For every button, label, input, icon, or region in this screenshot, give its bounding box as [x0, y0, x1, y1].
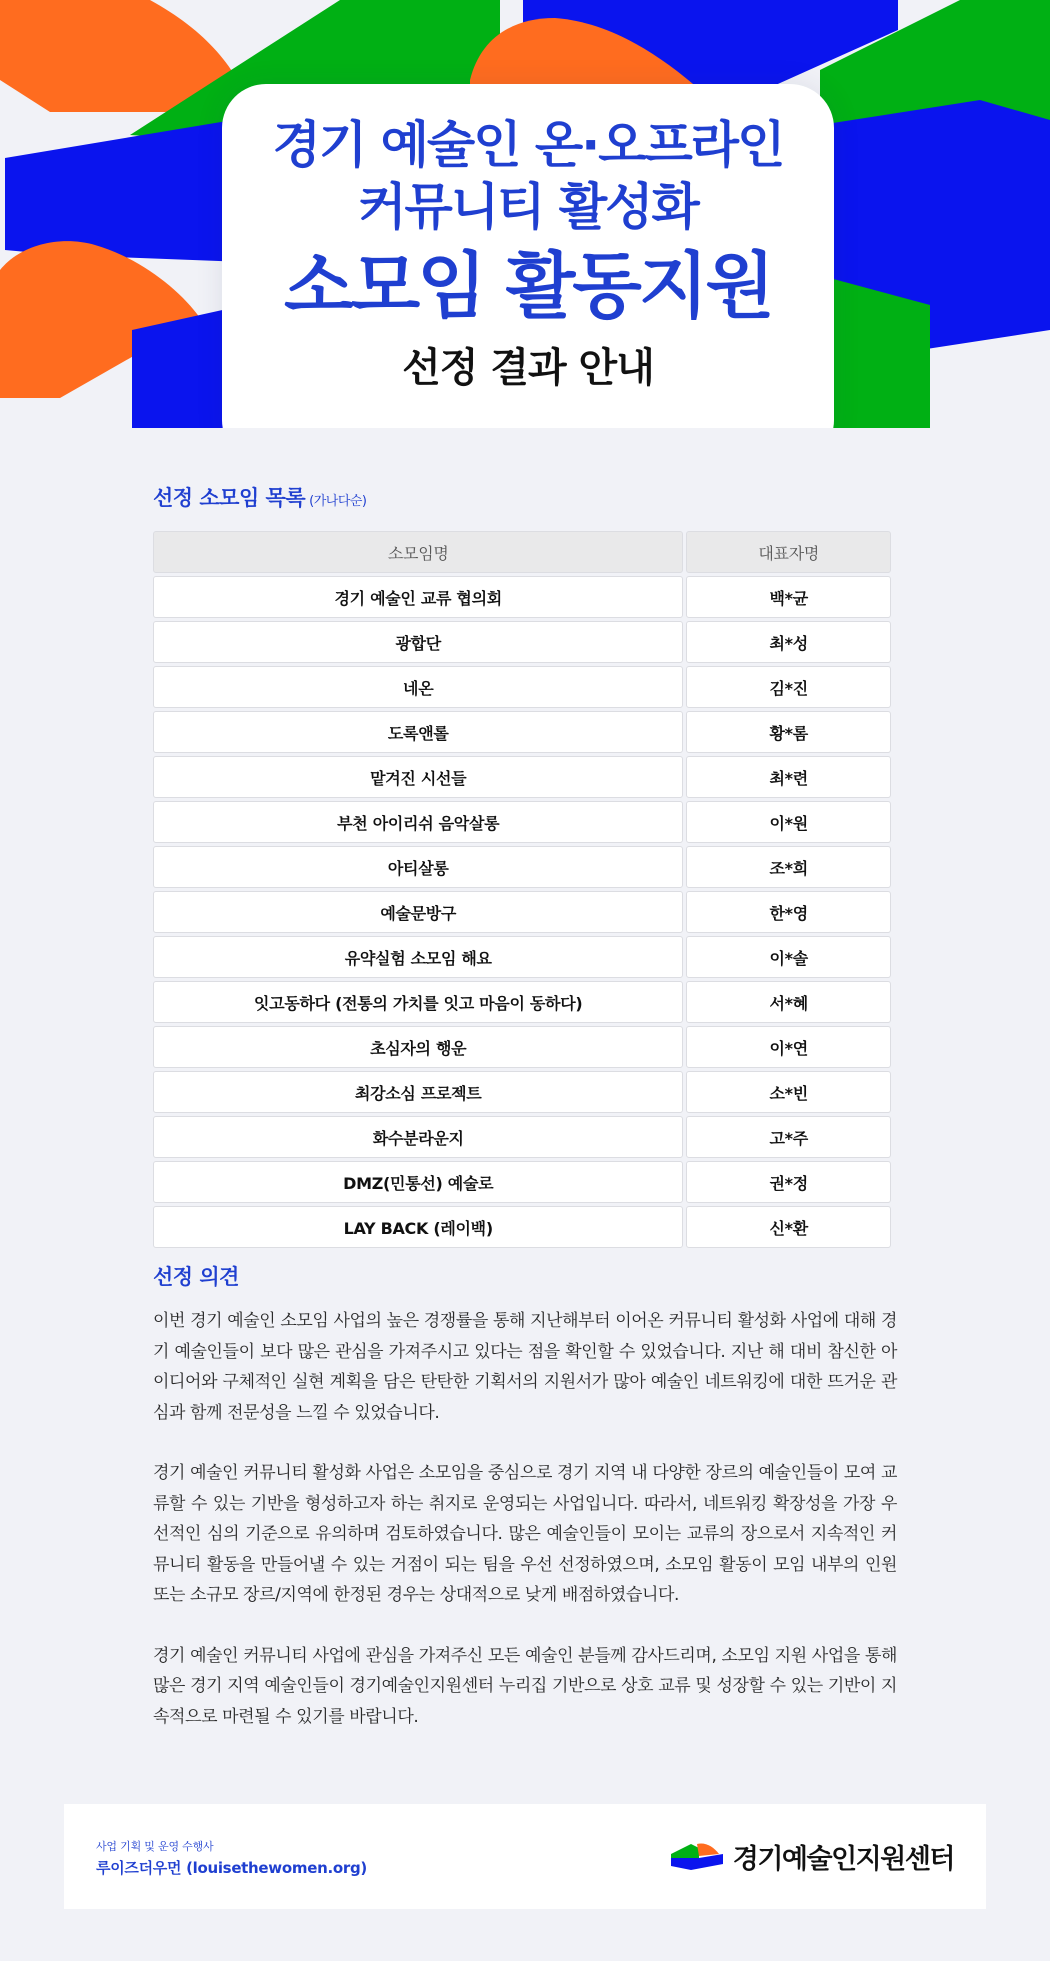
column-header-representative: 대표자명	[686, 531, 891, 573]
hero-title-card	[222, 84, 834, 428]
selected-groups-section	[153, 483, 897, 1251]
group-name-cell: 광합단	[153, 621, 683, 663]
representative-cell: 신*환	[686, 1206, 891, 1248]
group-name-cell: 아티살롱	[153, 846, 683, 888]
table-row	[153, 1026, 891, 1068]
center-logo-icon	[669, 1838, 725, 1874]
representative-cell: 이*연	[686, 1026, 891, 1068]
opinion-paragraph-3: 경기 예술인 커뮤니티 사업에 관심을 가져주신 모든 예술인 분들께 감사드리며, 소모임 지원 사업을 통해 많은 경기 지역 예술인들이 경기예술인지원센터 누리집 기반으로 상호 교류 및 성장할 수 있는 기반이 지속적으로 마련될 수 있기를 바랍니다.	[153, 1645, 897, 1727]
representative-cell: 이*솔	[686, 936, 891, 978]
operator-org-link[interactable]: 루이즈더우먼 (louisethewomen.org)	[96, 1859, 367, 1877]
representative-cell: 최*성	[686, 621, 891, 663]
group-name-cell: 경기 예술인 교류 협의회	[153, 576, 683, 618]
table-row	[153, 891, 891, 933]
hero-title-line1: 경기 예술인 온·오프라인	[272, 116, 784, 174]
operator-caption: 사업 기획 및 운영 수행사	[96, 1840, 214, 1853]
group-name-cell: 부천 아이리쉬 음악살롱	[153, 801, 683, 843]
hero-title-main: 소모임 활동지원	[284, 244, 772, 328]
selected-groups-title: 선정 소모임 목록	[153, 486, 306, 510]
table-body	[153, 576, 891, 1248]
group-name-cell: 유약실험 소모임 해요	[153, 936, 683, 978]
group-name-cell: 잇고동하다 (전통의 가치를 잇고 마음이 동하다)	[153, 981, 683, 1023]
table-header-row	[153, 531, 891, 573]
group-name-cell: 예술문방구	[153, 891, 683, 933]
opinion-paragraph-1: 이번 경기 예술인 소모임 사업의 높은 경쟁률을 통해 지난해부터 이어온 커뮤니티 활성화 사업에 대해 경기 예술인들이 보다 많은 관심을 가져주시고 있다는 점을 확인할 수 있었습니다. 지난 해 대비 참신한 아이디어와 구체적인 실현 계획을 담은 탄탄한 기획서의 지원서가 많아 예술인 네트워킹에 대한 뜨거운 관심과 함께 전문성을 느낄 수 있었습니다.	[153, 1311, 897, 1423]
selection-opinion-section	[153, 1262, 897, 1732]
representative-cell: 김*진	[686, 666, 891, 708]
group-name-cell: 화수분라운지	[153, 1116, 683, 1158]
representative-cell: 소*빈	[686, 1071, 891, 1113]
center-logo	[669, 1834, 954, 1878]
group-name-cell: LAY BACK (레이백)	[153, 1206, 683, 1248]
group-name-cell: 맡겨진 시선들	[153, 756, 683, 798]
table-row	[153, 621, 891, 663]
selected-groups-heading	[153, 483, 897, 517]
sort-order-note: (가나다순)	[309, 494, 367, 509]
representative-cell: 조*희	[686, 846, 891, 888]
table-row	[153, 666, 891, 708]
representative-cell: 한*영	[686, 891, 891, 933]
table-row	[153, 1116, 891, 1158]
group-name-cell: 도록앤롤	[153, 711, 683, 753]
hero-banner	[0, 0, 1050, 428]
hero-subtitle: 선정 결과 안내	[402, 345, 654, 391]
group-name-cell: 초심자의 행운	[153, 1026, 683, 1068]
representative-cell: 최*련	[686, 756, 891, 798]
representative-cell: 백*균	[686, 576, 891, 618]
column-header-group-name: 소모임명	[153, 531, 683, 573]
blue-shape-left	[5, 118, 245, 262]
opinion-paragraph-2: 경기 예술인 커뮤니티 활성화 사업은 소모임을 중심으로 경기 지역 내 다양한 장르의 예술인들이 모여 교류할 수 있는 기반을 형성하고자 하는 취지로 운영되는 사업입니다. 따라서, 네트워킹 확장성을 가장 우선적인 심의 기준으로 유의하며 검토하였습니다. 많은 예술인들이 모이는 교류의 장으로서 지속적인 커뮤니티 활동을 만들어낼 수 있는 거점이 되는 팀을 우선 선정하였으며, 소모임 활동이 모임 내부의 인원 또는 소규모 장르/지역에 한정된 경우는 상대적으로 낮게 배점하였습니다.	[153, 1463, 897, 1605]
table-row	[153, 801, 891, 843]
selection-opinion-title: 선정 의견	[153, 1265, 239, 1289]
center-logo-text: 경기예술인지원센터	[732, 1843, 954, 1875]
table-row	[153, 981, 891, 1023]
group-name-cell: DMZ(민통선) 예술로	[153, 1161, 683, 1203]
representative-cell: 권*정	[686, 1161, 891, 1203]
representative-cell: 이*원	[686, 801, 891, 843]
table-row	[153, 1071, 891, 1113]
table-row	[153, 846, 891, 888]
table-row	[153, 576, 891, 618]
table-row	[153, 1161, 891, 1203]
table-row	[153, 711, 891, 753]
table-row	[153, 756, 891, 798]
selected-groups-table	[150, 528, 894, 1251]
table-row	[153, 936, 891, 978]
representative-cell: 황*롬	[686, 711, 891, 753]
group-name-cell: 최강소심 프로젝트	[153, 1071, 683, 1113]
footer	[64, 1804, 986, 1909]
representative-cell: 고*주	[686, 1116, 891, 1158]
representative-cell: 서*혜	[686, 981, 891, 1023]
table-row	[153, 1206, 891, 1248]
hero-title-line2: 커뮤니티 활성화	[358, 178, 698, 236]
group-name-cell: 네온	[153, 666, 683, 708]
